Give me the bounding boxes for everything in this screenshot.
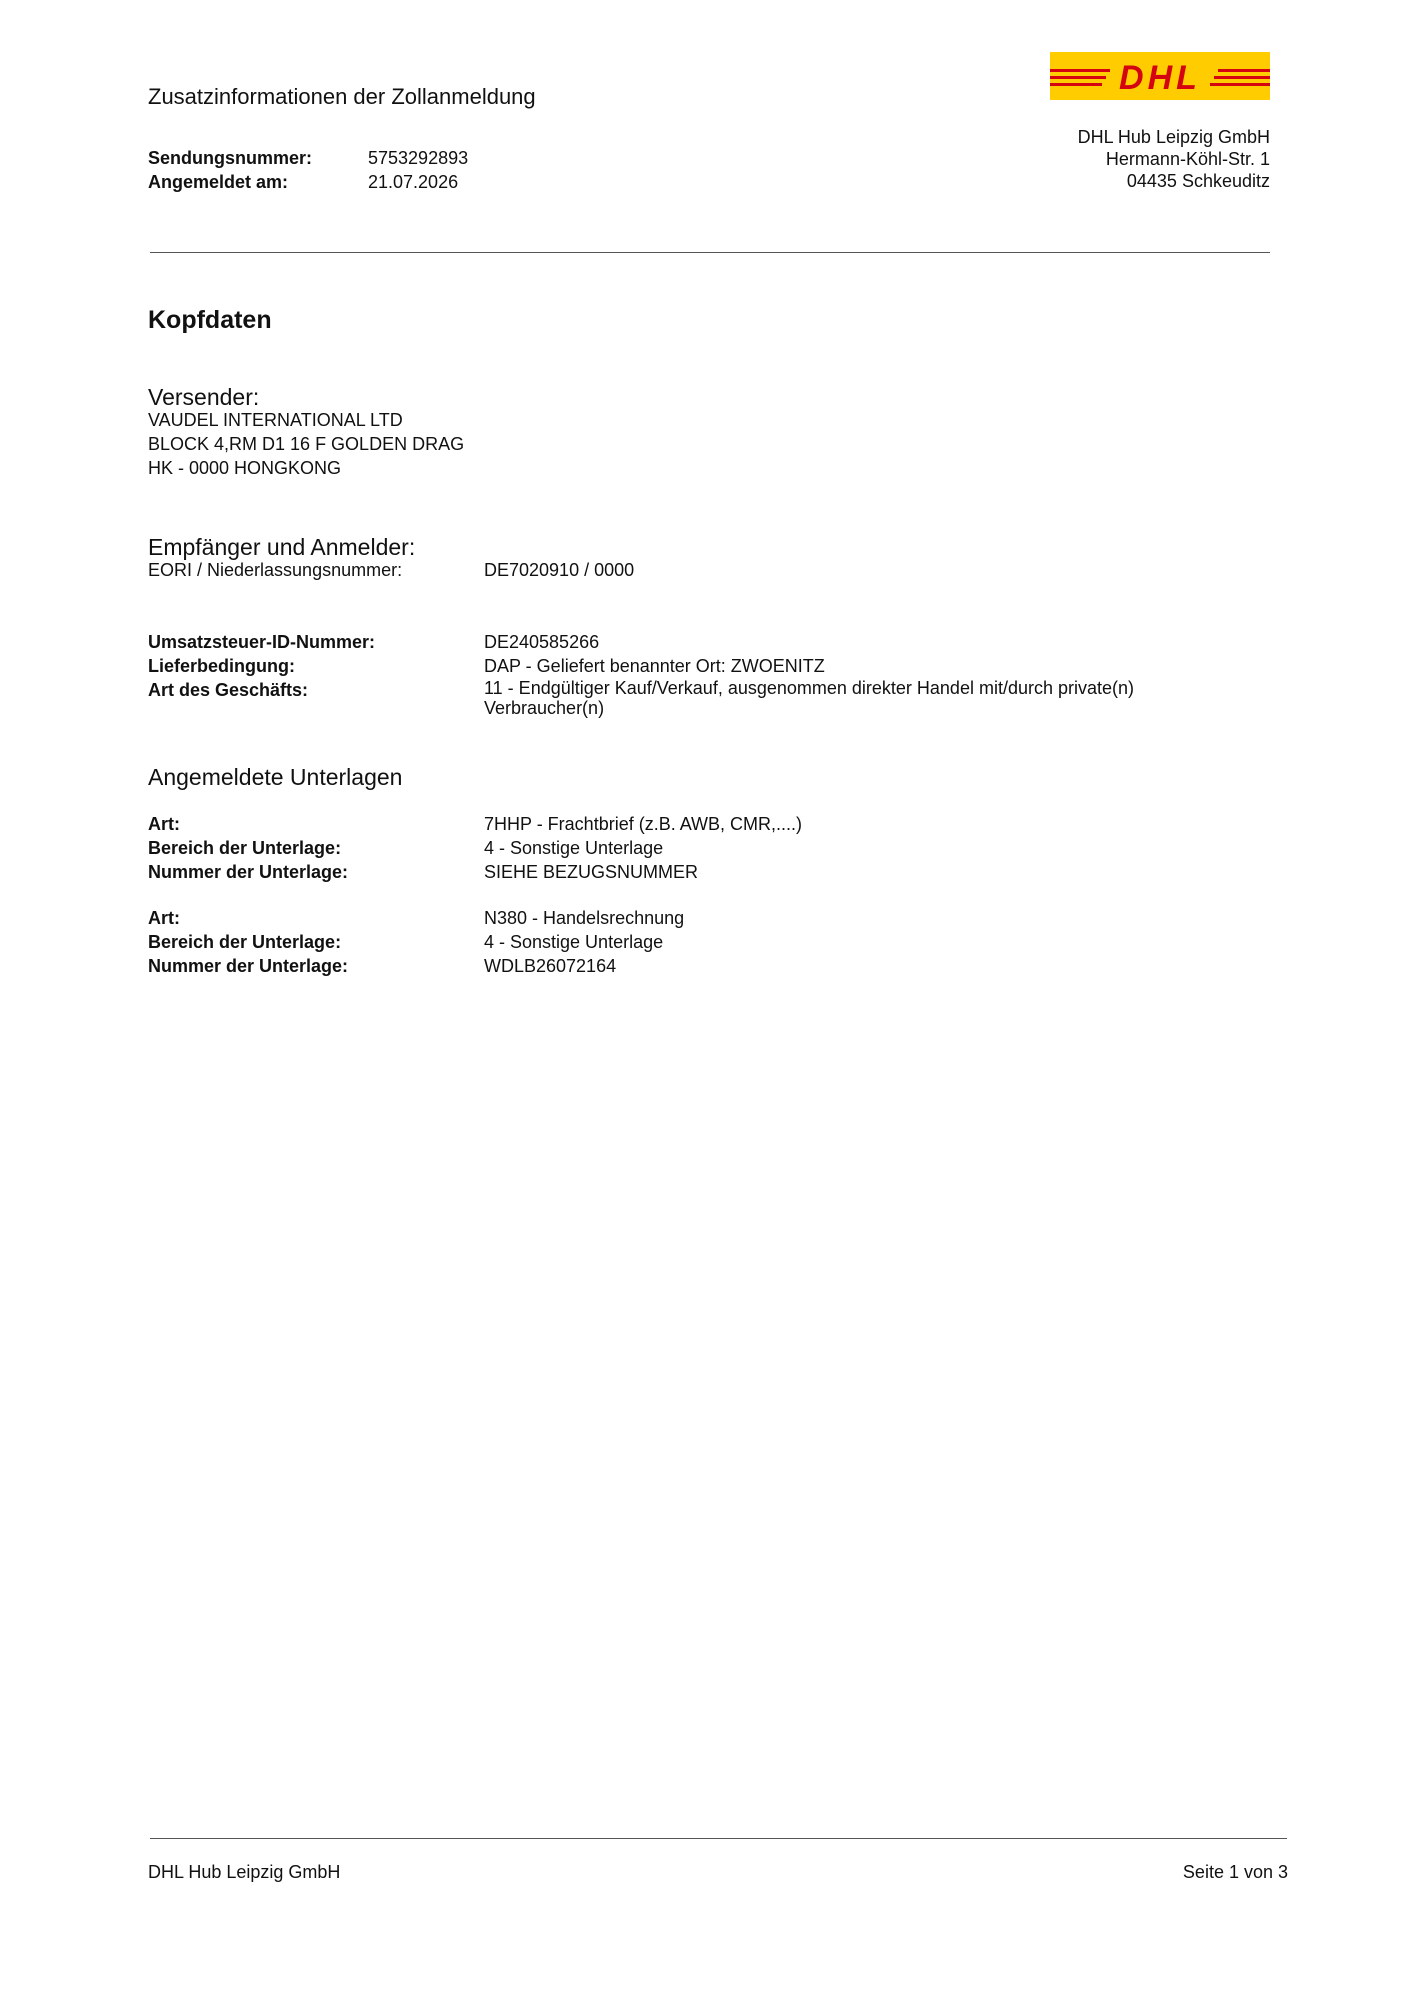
document-number-label: Nummer der Unterlage:: [148, 956, 349, 976]
document-type-value: 7HHP - Frachtbrief (z.B. AWB, CMR,....): [484, 814, 803, 834]
delivery-terms-row: [148, 654, 1284, 678]
eori-row: [148, 558, 1284, 582]
header-divider: [150, 252, 1270, 253]
section-heading-versender: Versender:: [148, 384, 260, 410]
section-heading-empfaenger: Empfänger und Anmelder:: [148, 534, 416, 560]
document-type-row: [148, 906, 1284, 930]
document-area-row: [148, 836, 1284, 860]
delivery-terms-label: Lieferbedingung:: [148, 656, 295, 676]
versender-line: BLOCK 4,RM D1 16 F GOLDEN DRAG: [148, 434, 465, 454]
shipment-number-value: 5753292893: [368, 148, 469, 168]
document-number-value: WDLB26072164: [484, 956, 617, 976]
document-area-label: Bereich der Unterlage:: [148, 838, 342, 858]
document-type-label: Art:: [148, 908, 180, 928]
transaction-type-row: [148, 678, 1284, 718]
delivery-terms-value: DAP - Geliefert benannter Ort: ZWOENITZ: [484, 656, 825, 676]
dhl-logo-graphic: [1050, 52, 1270, 100]
page-number: Seite 1 von 3: [1182, 1862, 1288, 1882]
document-area-label: Bereich der Unterlage:: [148, 932, 342, 952]
versender-line: HK - 0000 HONGKONG: [148, 458, 342, 478]
shipment-meta: [148, 146, 468, 194]
transaction-type-value-line: 11 - Endgültiger Kauf/Verkauf, ausgenommen direkter Handel mit/durch private(n): [484, 678, 1135, 698]
document-type-value: N380 - Handelsrechnung: [484, 908, 685, 928]
transaction-type-value-line: Verbraucher(n): [484, 698, 605, 718]
document-number-label: Nummer der Unterlage:: [148, 862, 349, 882]
vat-id-row: [148, 630, 1284, 654]
document-type-label: Art:: [148, 814, 180, 834]
document-area-row: [148, 930, 1284, 954]
company-address-line: DHL Hub Leipzig GmbH: [1077, 127, 1270, 147]
document-area-value: 4 - Sonstige Unterlage: [484, 932, 664, 952]
shipment-number-label: Sendungsnummer:: [148, 148, 313, 168]
document-entry: [148, 906, 1284, 978]
declared-date-row: [148, 170, 468, 194]
eori-label: EORI / Niederlassungsnummer:: [148, 560, 403, 580]
section-heading-kopfdaten: Kopfdaten: [148, 306, 272, 334]
business-details: [148, 630, 1284, 718]
company-address: [1078, 126, 1270, 192]
footer-divider: [150, 1838, 1287, 1839]
declared-date-label: Angemeldet am:: [148, 172, 289, 192]
dhl-logo-text: DHL: [1119, 59, 1201, 97]
eori-value: DE7020910 / 0000: [484, 560, 635, 580]
vat-id-value: DE240585266: [484, 632, 600, 652]
company-address-line: Hermann-Köhl-Str. 1: [1105, 149, 1270, 169]
document-type-row: [148, 812, 1284, 836]
declared-date-value: 21.07.2026: [368, 172, 459, 192]
dhl-logo: [1050, 52, 1270, 100]
versender-line: VAUDEL INTERNATIONAL LTD: [148, 410, 403, 430]
section-heading-unterlagen: Angemeldete Unterlagen: [148, 764, 403, 790]
document-area-value: 4 - Sonstige Unterlage: [484, 838, 664, 858]
shipment-number-row: [148, 146, 468, 170]
document-title: Zusatzinformationen der Zollanmeldung: [148, 84, 536, 109]
company-address-line: 04435 Schkeuditz: [1126, 171, 1270, 191]
document-number-value: SIEHE BEZUGSNUMMER: [484, 862, 699, 882]
vat-id-label: Umsatzsteuer-ID-Nummer:: [148, 632, 376, 652]
document-number-row: [148, 954, 1284, 978]
eori-block: [148, 558, 1284, 582]
document-number-row: [148, 860, 1284, 884]
transaction-type-label: Art des Geschäfts:: [148, 680, 309, 700]
transaction-type-value: [484, 678, 1284, 718]
footer-company: DHL Hub Leipzig GmbH: [148, 1862, 341, 1882]
versender-address: [148, 408, 464, 480]
document-entry: [148, 812, 1284, 884]
